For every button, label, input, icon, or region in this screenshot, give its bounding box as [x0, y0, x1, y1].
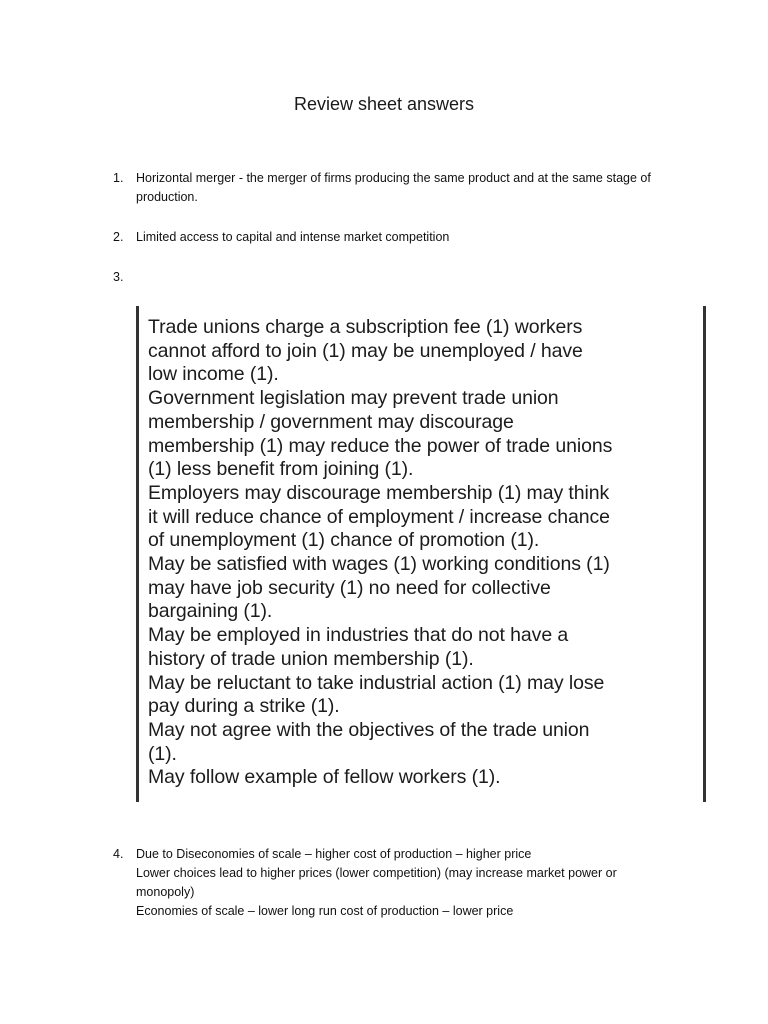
scan-line: low income (1).	[148, 363, 279, 386]
text-line: Horizontal merger - the merger of firms producing the same product and at the same stage of	[136, 171, 651, 185]
scan-line: bargaining (1).	[148, 600, 273, 623]
list-item-text	[136, 169, 693, 207]
scan-line: may have job security (1) no need for collective	[148, 576, 551, 599]
scan-line: Employers may discourage membership (1) may think	[148, 481, 610, 504]
page-title: Review sheet answers	[293, 94, 475, 114]
scan-line: (1).	[148, 742, 177, 765]
list-item-4	[113, 845, 693, 921]
text-line: Lower choices lead to higher prices (lower competition) (may increase market power or	[136, 866, 617, 880]
scan-line: membership (1) may reduce the power of trade unions	[148, 434, 613, 457]
scan-line: cannot afford to join (1) may be unemployed / have	[148, 339, 583, 362]
list-item-text	[136, 228, 693, 247]
scan-line: history of trade union membership (1).	[148, 647, 474, 670]
scanned-answer-image	[136, 306, 706, 802]
list-item-number: 2.	[113, 230, 124, 244]
text-line: monopoly)	[136, 885, 195, 899]
text-line: Economies of scale – lower long run cost of production – lower price	[136, 904, 514, 918]
scan-line: membership / government may discourage	[148, 410, 514, 433]
list-item-number: 1.	[113, 171, 124, 185]
scan-line: Government legislation may prevent trade union	[148, 387, 559, 410]
scan-line: of unemployment (1) chance of promotion (1).	[148, 529, 540, 552]
scan-line: (1) less benefit from joining (1).	[148, 458, 414, 481]
scan-line: May not agree with the objectives of the trade union	[148, 718, 590, 741]
text-line: Due to Diseconomies of scale – higher cost of production – higher price	[136, 847, 532, 861]
scan-line: May be satisfied with wages (1) working conditions (1)	[148, 553, 610, 576]
scan-line: May follow example of fellow workers (1).	[148, 766, 501, 789]
scan-border-right	[703, 306, 706, 802]
scan-line: it will reduce chance of employment / increase chance	[148, 505, 610, 528]
scan-line: pay during a strike (1).	[148, 695, 340, 718]
list-item-text	[136, 845, 693, 921]
scan-line: May be reluctant to take industrial action (1) may lose	[148, 671, 605, 694]
scan-line: May be employed in industries that do not have a	[148, 624, 569, 647]
scanned-answer-text	[148, 316, 696, 790]
text-line: Limited access to capital and intense market competition	[136, 230, 450, 244]
list-item-1	[113, 169, 693, 207]
list-item-number: 3.	[113, 270, 124, 284]
scan-line: Trade unions charge a subscription fee (1) workers	[148, 316, 583, 338]
list-item-number: 4.	[113, 847, 124, 861]
list-item-2	[113, 228, 693, 247]
scan-border-left	[136, 306, 139, 802]
text-line: production.	[136, 190, 198, 204]
